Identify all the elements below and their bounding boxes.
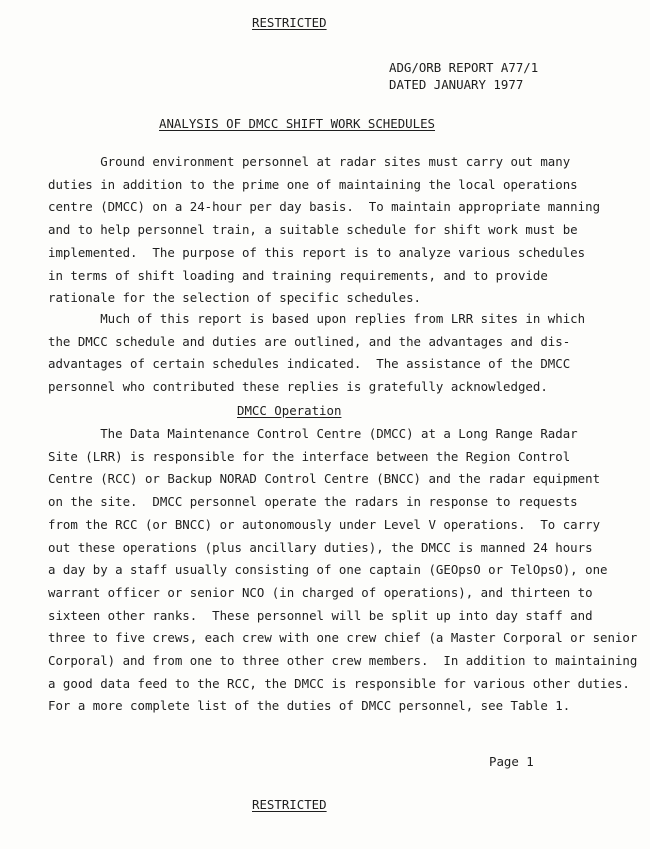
paragraph-line: the DMCC schedule and duties are outlined, and the advantages and dis- bbox=[48, 333, 571, 349]
paragraph-line: Much of this report is based upon replies from LRR sites in which bbox=[48, 311, 586, 326]
paragraph-line: implemented. The purpose of this report is to analyze various schedules bbox=[48, 244, 586, 260]
paragraph-line: Site (LRR) is responsible for the interface between the Region Control bbox=[48, 448, 571, 464]
paragraph-line: rationale for the selection of specific schedules. bbox=[48, 290, 421, 306]
acknowledgement-paragraph bbox=[48, 308, 628, 399]
operation-paragraph bbox=[48, 423, 638, 718]
intro-paragraph bbox=[48, 151, 628, 310]
paragraph-line: in terms of shift loading and training requirements, and to provide bbox=[48, 267, 548, 283]
paragraph-line: out these operations (plus ancillary duties), the DMCC is manned 24 hours bbox=[48, 539, 593, 555]
report-date: DATED JANUARY 1977 bbox=[389, 77, 524, 92]
paragraph-line: Corporal) and from one to three other crew members. In addition to maintaining bbox=[48, 653, 638, 669]
paragraph-line: three to five crews, each crew with one crew chief (a Master Corporal or senior bbox=[48, 630, 638, 646]
page-number: Page 1 bbox=[489, 754, 534, 769]
paragraph-line: warrant officer or senior NCO (in charged of operations), and thirteen to bbox=[48, 584, 593, 600]
paragraph-line: The Data Maintenance Control Centre (DMCC) at a Long Range Radar bbox=[48, 426, 578, 441]
section-heading: DMCC Operation bbox=[237, 403, 342, 418]
paragraph-line: centre (DMCC) on a 24-hour per day basis. To maintain appropriate manning bbox=[48, 199, 601, 215]
paragraph-line: and to help personnel train, a suitable schedule for shift work must be bbox=[48, 222, 578, 238]
paragraph-line: For a more complete list of the duties of DMCC personnel, see Table 1. bbox=[48, 698, 571, 714]
report-number: ADG/ORB REPORT A77/1 bbox=[389, 60, 539, 75]
paragraph-line: a good data feed to the RCC, the DMCC is responsible for various other duties. bbox=[48, 675, 630, 691]
paragraph-line: from the RCC (or BNCC) or autonomously under Level V operations. To carry bbox=[48, 516, 601, 532]
header-security-marking: RESTRICTED bbox=[252, 15, 327, 30]
paragraph-line: on the site. DMCC personnel operate the radars in response to requests bbox=[48, 494, 578, 510]
paragraph-line: Centre (RCC) or Backup NORAD Control Centre (BNCC) and the radar equipment bbox=[48, 471, 601, 487]
paragraph-line: a day by a staff usually consisting of one captain (GEOpsO or TelOpsO), one bbox=[48, 562, 608, 578]
paragraph-line: advantages of certain schedules indicated. The assistance of the DMCC bbox=[48, 356, 571, 372]
paragraph-line: Ground environment personnel at radar sites must carry out many bbox=[48, 154, 571, 169]
paragraph-line: personnel who contributed these replies is gratefully acknowledged. bbox=[48, 379, 548, 395]
paragraph-line: duties in addition to the prime one of maintaining the local operations bbox=[48, 176, 578, 192]
document-title: ANALYSIS OF DMCC SHIFT WORK SCHEDULES bbox=[159, 116, 436, 131]
paragraph-line: sixteen other ranks. These personnel will be split up into day staff and bbox=[48, 607, 593, 623]
footer-security-marking: RESTRICTED bbox=[252, 797, 327, 812]
